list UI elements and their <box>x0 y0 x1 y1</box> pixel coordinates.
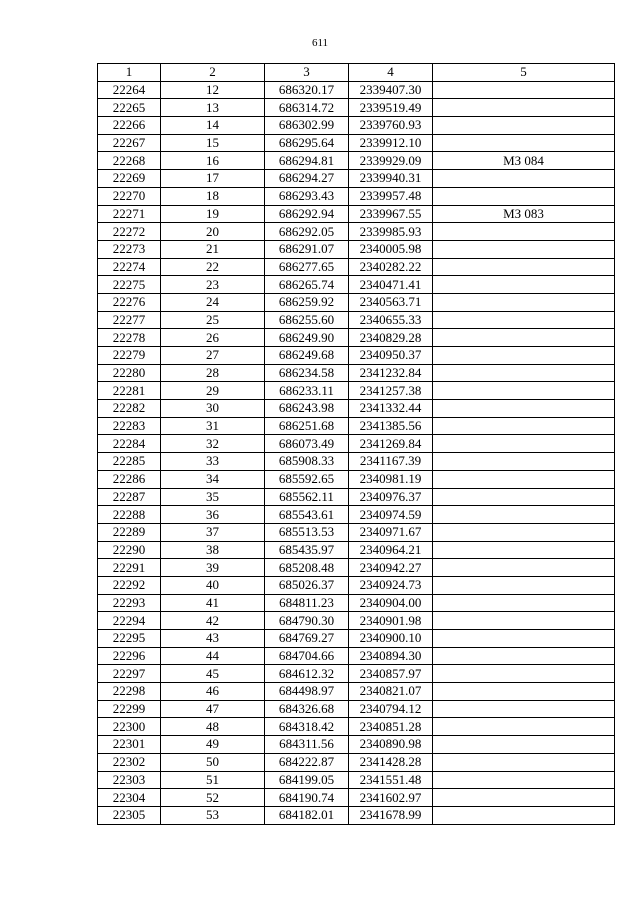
note-cell <box>433 453 615 471</box>
x-coordinate-cell: 684318.42 <box>265 718 349 736</box>
table-row <box>98 559 615 577</box>
x-coordinate-cell: 686259.92 <box>265 293 349 311</box>
y-coordinate-cell: 2341232.84 <box>349 364 433 382</box>
y-coordinate-cell: 2340974.59 <box>349 506 433 524</box>
point-id-cell: 22280 <box>98 364 161 382</box>
sequence-cell: 44 <box>161 647 265 665</box>
table-row <box>98 99 615 117</box>
sequence-cell: 22 <box>161 258 265 276</box>
table-row <box>98 117 615 135</box>
sequence-cell: 32 <box>161 435 265 453</box>
table-row <box>98 753 615 771</box>
point-id-cell: 22288 <box>98 506 161 524</box>
table-row <box>98 205 615 223</box>
table-row <box>98 453 615 471</box>
sequence-cell: 38 <box>161 541 265 559</box>
y-coordinate-cell: 2339940.31 <box>349 170 433 188</box>
y-coordinate-cell: 2340971.67 <box>349 523 433 541</box>
table-row <box>98 223 615 241</box>
table-row <box>98 400 615 418</box>
table-row <box>98 417 615 435</box>
note-cell <box>433 789 615 807</box>
note-cell <box>433 647 615 665</box>
x-coordinate-cell: 686251.68 <box>265 417 349 435</box>
y-coordinate-cell: 2339912.10 <box>349 134 433 152</box>
note-cell <box>433 276 615 294</box>
table-row <box>98 152 615 170</box>
y-coordinate-cell: 2340829.28 <box>349 329 433 347</box>
x-coordinate-cell: 686233.11 <box>265 382 349 400</box>
point-id-cell: 22290 <box>98 541 161 559</box>
note-cell <box>433 329 615 347</box>
note-cell: МЗ 083 <box>433 205 615 223</box>
note-cell <box>433 559 615 577</box>
note-cell <box>433 488 615 506</box>
x-coordinate-cell: 684498.97 <box>265 683 349 701</box>
sequence-cell: 39 <box>161 559 265 577</box>
y-coordinate-cell: 2340904.00 <box>349 594 433 612</box>
x-coordinate-cell: 686294.81 <box>265 152 349 170</box>
point-id-cell: 22282 <box>98 400 161 418</box>
table-row <box>98 665 615 683</box>
x-coordinate-cell: 685562.11 <box>265 488 349 506</box>
point-id-cell: 22266 <box>98 117 161 135</box>
table-row <box>98 700 615 718</box>
y-coordinate-cell: 2341269.84 <box>349 435 433 453</box>
note-cell <box>433 470 615 488</box>
point-id-cell: 22274 <box>98 258 161 276</box>
note-cell <box>433 753 615 771</box>
note-cell <box>433 364 615 382</box>
y-coordinate-cell: 2340981.19 <box>349 470 433 488</box>
point-id-cell: 22271 <box>98 205 161 223</box>
sequence-cell: 51 <box>161 771 265 789</box>
table-row <box>98 736 615 754</box>
point-id-cell: 22289 <box>98 523 161 541</box>
sequence-cell: 25 <box>161 311 265 329</box>
sequence-cell: 48 <box>161 718 265 736</box>
y-coordinate-cell: 2339519.49 <box>349 99 433 117</box>
y-coordinate-cell: 2340005.98 <box>349 240 433 258</box>
y-coordinate-cell: 2339957.48 <box>349 187 433 205</box>
point-id-cell: 22285 <box>98 453 161 471</box>
y-coordinate-cell: 2341385.56 <box>349 417 433 435</box>
sequence-cell: 21 <box>161 240 265 258</box>
note-cell <box>433 293 615 311</box>
table-row <box>98 771 615 789</box>
y-coordinate-cell: 2339760.93 <box>349 117 433 135</box>
sequence-cell: 17 <box>161 170 265 188</box>
y-coordinate-cell: 2339929.09 <box>349 152 433 170</box>
point-id-cell: 22296 <box>98 647 161 665</box>
note-cell <box>433 117 615 135</box>
x-coordinate-cell: 686302.99 <box>265 117 349 135</box>
sequence-cell: 27 <box>161 347 265 365</box>
coordinates-table <box>97 63 615 825</box>
note-cell <box>433 771 615 789</box>
table-row <box>98 364 615 382</box>
note-cell <box>433 417 615 435</box>
column-header: 1 <box>98 64 161 82</box>
x-coordinate-cell: 686243.98 <box>265 400 349 418</box>
note-cell <box>433 400 615 418</box>
point-id-cell: 22303 <box>98 771 161 789</box>
table-row <box>98 683 615 701</box>
table-row <box>98 81 615 99</box>
sequence-cell: 40 <box>161 576 265 594</box>
x-coordinate-cell: 686314.72 <box>265 99 349 117</box>
sequence-cell: 24 <box>161 293 265 311</box>
point-id-cell: 22276 <box>98 293 161 311</box>
x-coordinate-cell: 686295.64 <box>265 134 349 152</box>
table-row <box>98 276 615 294</box>
sequence-cell: 20 <box>161 223 265 241</box>
table-row <box>98 806 615 824</box>
point-id-cell: 22294 <box>98 612 161 630</box>
table-row <box>98 134 615 152</box>
sequence-cell: 34 <box>161 470 265 488</box>
sequence-cell: 26 <box>161 329 265 347</box>
x-coordinate-cell: 685513.53 <box>265 523 349 541</box>
point-id-cell: 22279 <box>98 347 161 365</box>
point-id-cell: 22286 <box>98 470 161 488</box>
sequence-cell: 30 <box>161 400 265 418</box>
x-coordinate-cell: 686249.68 <box>265 347 349 365</box>
table-row <box>98 576 615 594</box>
x-coordinate-cell: 685435.97 <box>265 541 349 559</box>
sequence-cell: 18 <box>161 187 265 205</box>
x-coordinate-cell: 686292.94 <box>265 205 349 223</box>
point-id-cell: 22264 <box>98 81 161 99</box>
note-cell <box>433 382 615 400</box>
page-number: 611 <box>311 37 329 49</box>
y-coordinate-cell: 2340964.21 <box>349 541 433 559</box>
point-id-cell: 22281 <box>98 382 161 400</box>
x-coordinate-cell: 686255.60 <box>265 311 349 329</box>
table-row <box>98 347 615 365</box>
sequence-cell: 12 <box>161 81 265 99</box>
sequence-cell: 42 <box>161 612 265 630</box>
note-cell <box>433 240 615 258</box>
y-coordinate-cell: 2341332.44 <box>349 400 433 418</box>
y-coordinate-cell: 2340821.07 <box>349 683 433 701</box>
x-coordinate-cell: 686291.07 <box>265 240 349 258</box>
y-coordinate-cell: 2341257.38 <box>349 382 433 400</box>
note-cell <box>433 736 615 754</box>
table-row <box>98 311 615 329</box>
table-row <box>98 523 615 541</box>
column-header: 2 <box>161 64 265 82</box>
point-id-cell: 22305 <box>98 806 161 824</box>
note-cell <box>433 665 615 683</box>
point-id-cell: 22295 <box>98 630 161 648</box>
x-coordinate-cell: 686320.17 <box>265 81 349 99</box>
table-row <box>98 594 615 612</box>
sequence-cell: 36 <box>161 506 265 524</box>
column-header: 3 <box>265 64 349 82</box>
column-header: 5 <box>433 64 615 82</box>
y-coordinate-cell: 2341602.97 <box>349 789 433 807</box>
y-coordinate-cell: 2341428.28 <box>349 753 433 771</box>
note-cell <box>433 630 615 648</box>
sequence-cell: 35 <box>161 488 265 506</box>
y-coordinate-cell: 2340900.10 <box>349 630 433 648</box>
sequence-cell: 23 <box>161 276 265 294</box>
sequence-cell: 14 <box>161 117 265 135</box>
x-coordinate-cell: 684182.01 <box>265 806 349 824</box>
note-cell <box>433 311 615 329</box>
y-coordinate-cell: 2340282.22 <box>349 258 433 276</box>
x-coordinate-cell: 685543.61 <box>265 506 349 524</box>
y-coordinate-cell: 2340794.12 <box>349 700 433 718</box>
y-coordinate-cell: 2340894.30 <box>349 647 433 665</box>
table-row <box>98 382 615 400</box>
point-id-cell: 22273 <box>98 240 161 258</box>
point-id-cell: 22284 <box>98 435 161 453</box>
point-id-cell: 22272 <box>98 223 161 241</box>
note-cell <box>433 187 615 205</box>
y-coordinate-cell: 2341551.48 <box>349 771 433 789</box>
y-coordinate-cell: 2340901.98 <box>349 612 433 630</box>
point-id-cell: 22300 <box>98 718 161 736</box>
note-cell <box>433 718 615 736</box>
note-cell <box>433 683 615 701</box>
x-coordinate-cell: 684311.56 <box>265 736 349 754</box>
x-coordinate-cell: 684612.32 <box>265 665 349 683</box>
point-id-cell: 22283 <box>98 417 161 435</box>
sequence-cell: 52 <box>161 789 265 807</box>
y-coordinate-cell: 2340890.98 <box>349 736 433 754</box>
point-id-cell: 22292 <box>98 576 161 594</box>
note-cell <box>433 435 615 453</box>
table-row <box>98 187 615 205</box>
y-coordinate-cell: 2340857.97 <box>349 665 433 683</box>
note-cell <box>433 541 615 559</box>
note-cell <box>433 700 615 718</box>
note-cell <box>433 134 615 152</box>
x-coordinate-cell: 684222.87 <box>265 753 349 771</box>
table-row <box>98 718 615 736</box>
note-cell: МЗ 084 <box>433 152 615 170</box>
sequence-cell: 49 <box>161 736 265 754</box>
table-row <box>98 170 615 188</box>
x-coordinate-cell: 686234.58 <box>265 364 349 382</box>
sequence-cell: 45 <box>161 665 265 683</box>
table-row <box>98 488 615 506</box>
x-coordinate-cell: 685026.37 <box>265 576 349 594</box>
note-cell <box>433 612 615 630</box>
y-coordinate-cell: 2340471.41 <box>349 276 433 294</box>
sequence-cell: 43 <box>161 630 265 648</box>
y-coordinate-cell: 2339967.55 <box>349 205 433 223</box>
point-id-cell: 22287 <box>98 488 161 506</box>
note-cell <box>433 523 615 541</box>
y-coordinate-cell: 2340851.28 <box>349 718 433 736</box>
point-id-cell: 22269 <box>98 170 161 188</box>
x-coordinate-cell: 686073.49 <box>265 435 349 453</box>
point-id-cell: 22297 <box>98 665 161 683</box>
table-row <box>98 435 615 453</box>
column-header: 4 <box>349 64 433 82</box>
note-cell <box>433 223 615 241</box>
y-coordinate-cell: 2339985.93 <box>349 223 433 241</box>
x-coordinate-cell: 686249.90 <box>265 329 349 347</box>
point-id-cell: 22265 <box>98 99 161 117</box>
point-id-cell: 22267 <box>98 134 161 152</box>
point-id-cell: 22277 <box>98 311 161 329</box>
table-row <box>98 258 615 276</box>
sequence-cell: 53 <box>161 806 265 824</box>
y-coordinate-cell: 2341167.39 <box>349 453 433 471</box>
point-id-cell: 22304 <box>98 789 161 807</box>
x-coordinate-cell: 684199.05 <box>265 771 349 789</box>
sequence-cell: 37 <box>161 523 265 541</box>
note-cell <box>433 170 615 188</box>
point-id-cell: 22298 <box>98 683 161 701</box>
y-coordinate-cell: 2341678.99 <box>349 806 433 824</box>
table-row <box>98 506 615 524</box>
x-coordinate-cell: 684704.66 <box>265 647 349 665</box>
note-cell <box>433 99 615 117</box>
table-row <box>98 240 615 258</box>
sequence-cell: 15 <box>161 134 265 152</box>
point-id-cell: 22291 <box>98 559 161 577</box>
sequence-cell: 46 <box>161 683 265 701</box>
note-cell <box>433 258 615 276</box>
y-coordinate-cell: 2340924.73 <box>349 576 433 594</box>
table-row <box>98 293 615 311</box>
note-cell <box>433 594 615 612</box>
x-coordinate-cell: 684790.30 <box>265 612 349 630</box>
y-coordinate-cell: 2340563.71 <box>349 293 433 311</box>
y-coordinate-cell: 2340655.33 <box>349 311 433 329</box>
sequence-cell: 28 <box>161 364 265 382</box>
point-id-cell: 22299 <box>98 700 161 718</box>
table-row <box>98 612 615 630</box>
x-coordinate-cell: 686265.74 <box>265 276 349 294</box>
sequence-cell: 29 <box>161 382 265 400</box>
x-coordinate-cell: 686293.43 <box>265 187 349 205</box>
sequence-cell: 47 <box>161 700 265 718</box>
point-id-cell: 22301 <box>98 736 161 754</box>
point-id-cell: 22275 <box>98 276 161 294</box>
y-coordinate-cell: 2340950.37 <box>349 347 433 365</box>
x-coordinate-cell: 684190.74 <box>265 789 349 807</box>
x-coordinate-cell: 686292.05 <box>265 223 349 241</box>
x-coordinate-cell: 684769.27 <box>265 630 349 648</box>
point-id-cell: 22268 <box>98 152 161 170</box>
point-id-cell: 22302 <box>98 753 161 771</box>
sequence-cell: 50 <box>161 753 265 771</box>
note-cell <box>433 576 615 594</box>
sequence-cell: 41 <box>161 594 265 612</box>
y-coordinate-cell: 2340976.37 <box>349 488 433 506</box>
note-cell <box>433 806 615 824</box>
sequence-cell: 13 <box>161 99 265 117</box>
x-coordinate-cell: 684811.23 <box>265 594 349 612</box>
table-row <box>98 329 615 347</box>
x-coordinate-cell: 685908.33 <box>265 453 349 471</box>
sequence-cell: 33 <box>161 453 265 471</box>
table-body <box>98 81 615 824</box>
point-id-cell: 22270 <box>98 187 161 205</box>
x-coordinate-cell: 685592.65 <box>265 470 349 488</box>
sequence-cell: 31 <box>161 417 265 435</box>
x-coordinate-cell: 686277.65 <box>265 258 349 276</box>
y-coordinate-cell: 2340942.27 <box>349 559 433 577</box>
table-row <box>98 470 615 488</box>
note-cell <box>433 506 615 524</box>
sequence-cell: 19 <box>161 205 265 223</box>
note-cell <box>433 81 615 99</box>
table-row <box>98 541 615 559</box>
point-id-cell: 22293 <box>98 594 161 612</box>
point-id-cell: 22278 <box>98 329 161 347</box>
x-coordinate-cell: 686294.27 <box>265 170 349 188</box>
table-header-row <box>98 64 615 82</box>
note-cell <box>433 347 615 365</box>
table-row <box>98 647 615 665</box>
table-row <box>98 630 615 648</box>
x-coordinate-cell: 684326.68 <box>265 700 349 718</box>
y-coordinate-cell: 2339407.30 <box>349 81 433 99</box>
x-coordinate-cell: 685208.48 <box>265 559 349 577</box>
table-row <box>98 789 615 807</box>
sequence-cell: 16 <box>161 152 265 170</box>
